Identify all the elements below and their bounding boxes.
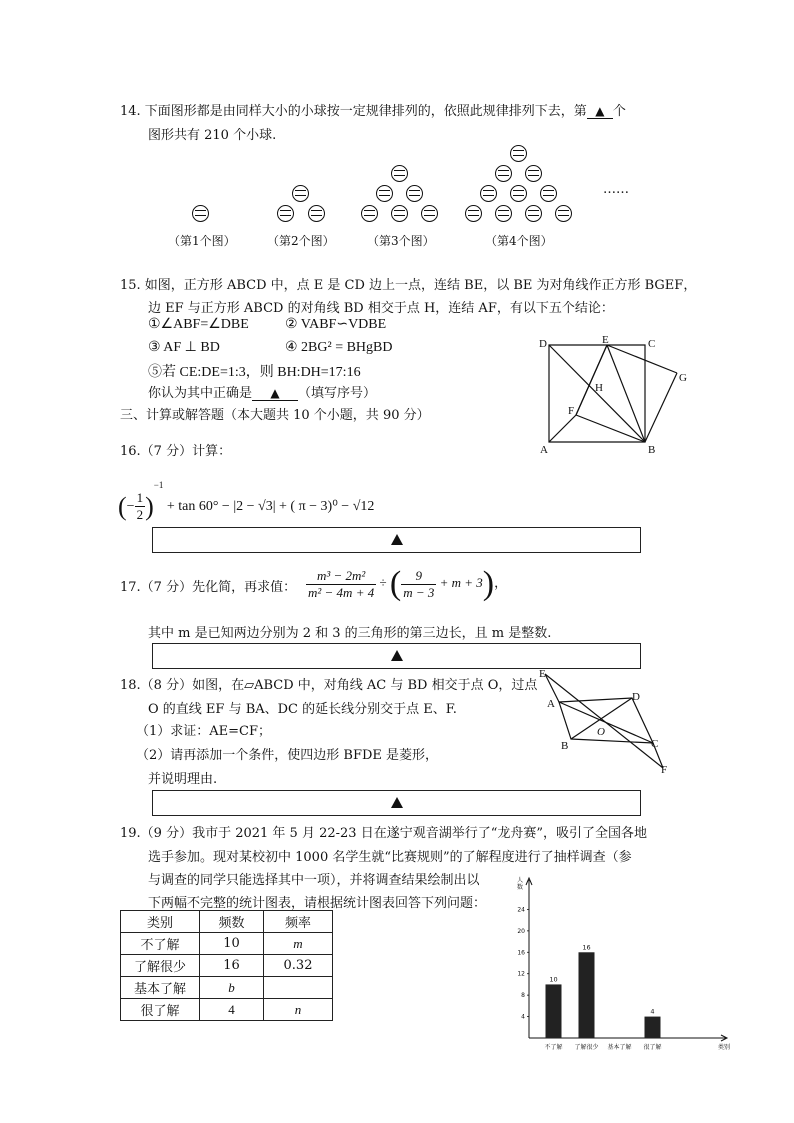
table-row xyxy=(121,955,333,977)
ball-icon xyxy=(555,205,572,222)
q15-conclusion-4: ④ 2BG² = BHgBD xyxy=(285,340,393,355)
caption-fig1: （第1个图） xyxy=(168,234,236,248)
q15-line1: 15. 如图，正方形 ABCD 中，点 E 是 CD 边上一点，连结 BE，以 BE 为对角线作正方形 BGEF， xyxy=(120,278,697,293)
ball-icon xyxy=(495,205,512,222)
table-cell: 10 xyxy=(200,933,264,955)
y-axis-label: 人 xyxy=(517,877,524,884)
q15-ask: 你认为其中正确是 ▲ （填写序号） xyxy=(148,386,377,401)
bar-chart xyxy=(505,872,735,1057)
ball-icon xyxy=(510,145,527,162)
parallelogram-figure xyxy=(535,665,675,777)
table-header-row xyxy=(121,911,333,933)
y-tick-label: 16 xyxy=(517,949,525,957)
square-figure xyxy=(535,335,695,460)
label-F: F xyxy=(568,405,575,417)
q16-answer-box[interactable] xyxy=(152,527,641,553)
table-cell: m xyxy=(264,933,333,955)
section3-heading: 三、计算或解答题（本大题共 10 个小题，共 90 分） xyxy=(120,408,430,423)
table-cell: 16 xyxy=(200,955,264,977)
q17-heading: 17.（7 分）先化简，再求值： xyxy=(120,580,297,595)
q19-line4: 下两幅不完整的统计图表，请根据统计图表回答下列问题： xyxy=(148,896,487,911)
table-cell: 0.32 xyxy=(264,955,333,977)
ball-icon xyxy=(391,205,408,222)
label-H: H xyxy=(595,382,603,394)
table-cell: 不了解 xyxy=(121,933,200,955)
x-tick-label: 很了解 xyxy=(643,1044,662,1051)
table-cell: 基本了解 xyxy=(121,977,200,999)
table-cell: 了解很少 xyxy=(121,955,200,977)
q19-line1: 19.（9 分）我市于 2021 年 5 月 22-23 日在遂宁观音湖举行了“龙舟赛”，吸引了全国各地 xyxy=(120,826,647,841)
bar-data-label: 4 xyxy=(650,1007,655,1016)
answer-triangle-icon xyxy=(391,797,403,808)
table-header: 类别 xyxy=(121,911,200,933)
label-C: C xyxy=(651,738,659,750)
ball-icon xyxy=(540,185,557,202)
q14-answer-blank: ▲ xyxy=(587,104,613,119)
y-tick-label: 4 xyxy=(521,1013,525,1021)
frequency-table xyxy=(120,910,333,1021)
answer-triangle-icon xyxy=(391,650,403,661)
y-axis-label: 数 xyxy=(517,884,524,891)
y-tick-label: 12 xyxy=(517,970,525,978)
bar xyxy=(645,1017,661,1038)
label-A: A xyxy=(540,444,548,456)
x-tick-label: 了解很少 xyxy=(574,1044,599,1051)
label-F: F xyxy=(661,764,668,776)
q18-line2: O 的直线 EF 与 BA、DC 的延长线分别交于点 E、F. xyxy=(148,702,457,717)
y-tick-label: 24 xyxy=(517,906,525,914)
caption-fig4: （第4个图） xyxy=(485,234,553,248)
x-tick-label: 基本了解 xyxy=(607,1044,632,1051)
answer-triangle-icon xyxy=(391,534,403,545)
y-tick-label: 8 xyxy=(521,992,525,1000)
ball-icon xyxy=(308,205,325,222)
q18-part3: 并说明理由. xyxy=(148,772,218,787)
label-E: E xyxy=(602,335,609,346)
q18-part1: （1）求证：AE=CF； xyxy=(136,724,272,739)
q15-conclusion-1: ①∠ABF=∠DBE xyxy=(148,317,249,332)
ball-icon xyxy=(421,205,438,222)
q14-ellipsis: …… xyxy=(603,182,629,197)
bar-data-label: 16 xyxy=(582,943,591,952)
label-B: B xyxy=(648,444,656,456)
bar-data-label: 10 xyxy=(549,975,558,984)
caption-fig3: （第3个图） xyxy=(367,234,435,248)
label-C: C xyxy=(648,338,656,350)
q15-conclusion-5: ⑤若 CE:DE=1:3，则 BH:DH=17:16 xyxy=(148,365,361,380)
y-tick-label: 20 xyxy=(517,927,525,935)
table-cell: b xyxy=(200,977,264,999)
q18-part2: （2）请再添加一个条件，使四边形 BFDE 是菱形， xyxy=(136,748,439,763)
bar xyxy=(546,984,562,1038)
x-axis-label: 类别 xyxy=(717,1044,731,1051)
label-O: O xyxy=(597,726,605,738)
q16-expression: (− $\frac{1}{2}$ )$^{-1}$ + tan 60° − |2 − √3| + ( π − 3)⁰ − √12 xyxy=(118,480,375,523)
table-cell: n xyxy=(264,999,333,1021)
ball-icon xyxy=(525,165,542,182)
ball-icon xyxy=(192,205,209,222)
table-header: 频率 xyxy=(264,911,333,933)
label-A: A xyxy=(547,698,555,710)
label-B: B xyxy=(561,740,569,752)
table-row xyxy=(121,977,333,999)
ball-icon xyxy=(510,185,527,202)
caption-fig2: （第2个图） xyxy=(267,234,335,248)
x-tick-label: 不了解 xyxy=(544,1044,563,1051)
label-D: D xyxy=(632,691,640,703)
q15-conclusion-3: ③ AF ⊥ BD xyxy=(148,340,220,355)
q14-line1: 14. 下面图形都是由同样大小的小球按一定规律排列的，依照此规律排列下去，第 ▲ 个 xyxy=(120,104,626,119)
table-header: 频数 xyxy=(200,911,264,933)
ball-icon xyxy=(480,185,497,202)
q15-answer-blank: ▲ xyxy=(252,386,298,401)
q14-line2: 图形共有 210 个小球. xyxy=(148,128,277,143)
table-cell: 4 xyxy=(200,999,264,1021)
ball-icon xyxy=(361,205,378,222)
label-D: D xyxy=(539,338,547,350)
label-E: E xyxy=(539,668,546,680)
ball-icon xyxy=(292,185,309,202)
q16-heading: 16.（7 分）计算： xyxy=(120,444,232,459)
ball-icon xyxy=(465,205,482,222)
table-cell: 很了解 xyxy=(121,999,200,1021)
table-cell xyxy=(264,977,333,999)
q18-line1: 18.（8 分）如图，在▱ABCD 中，对角线 AC 与 BD 相交于点 O，过点 xyxy=(120,678,538,693)
table-row xyxy=(121,999,333,1021)
ball-icon xyxy=(406,185,423,202)
q17-line2: 其中 m 是已知两边分别为 2 和 3 的三角形的第三边长，且 m 是整数. xyxy=(148,626,552,641)
ball-icon xyxy=(525,205,542,222)
q19-line2: 选手参加。现对某校初中 1000 名学生就“比赛规则”的了解程度进行了抽样调查（参 xyxy=(148,850,632,865)
q17-expression: $\frac{\text{m³ − 2m²}}{\text{m² − 4m + 4}}$ ÷ ( $\frac{9}{m - 3}$ + m + 3)， xyxy=(308,565,508,602)
q15-conclusion-2: ② VABF∽VDBE xyxy=(285,317,387,332)
ball-icon xyxy=(376,185,393,202)
bar xyxy=(579,952,595,1038)
ball-icon xyxy=(277,205,294,222)
q15-line2: 边 EF 与正方形 ABCD 的对角线 BD 相交于点 H，连结 AF，有以下五个结论： xyxy=(148,301,614,316)
label-G: G xyxy=(679,372,687,384)
ball-icon xyxy=(495,165,512,182)
table-row xyxy=(121,933,333,955)
q19-line3: 与调查的同学只能选择其中一项），并将调查结果绘制出以 xyxy=(148,873,480,888)
q18-answer-box[interactable] xyxy=(152,790,641,816)
ball-icon xyxy=(391,165,408,182)
